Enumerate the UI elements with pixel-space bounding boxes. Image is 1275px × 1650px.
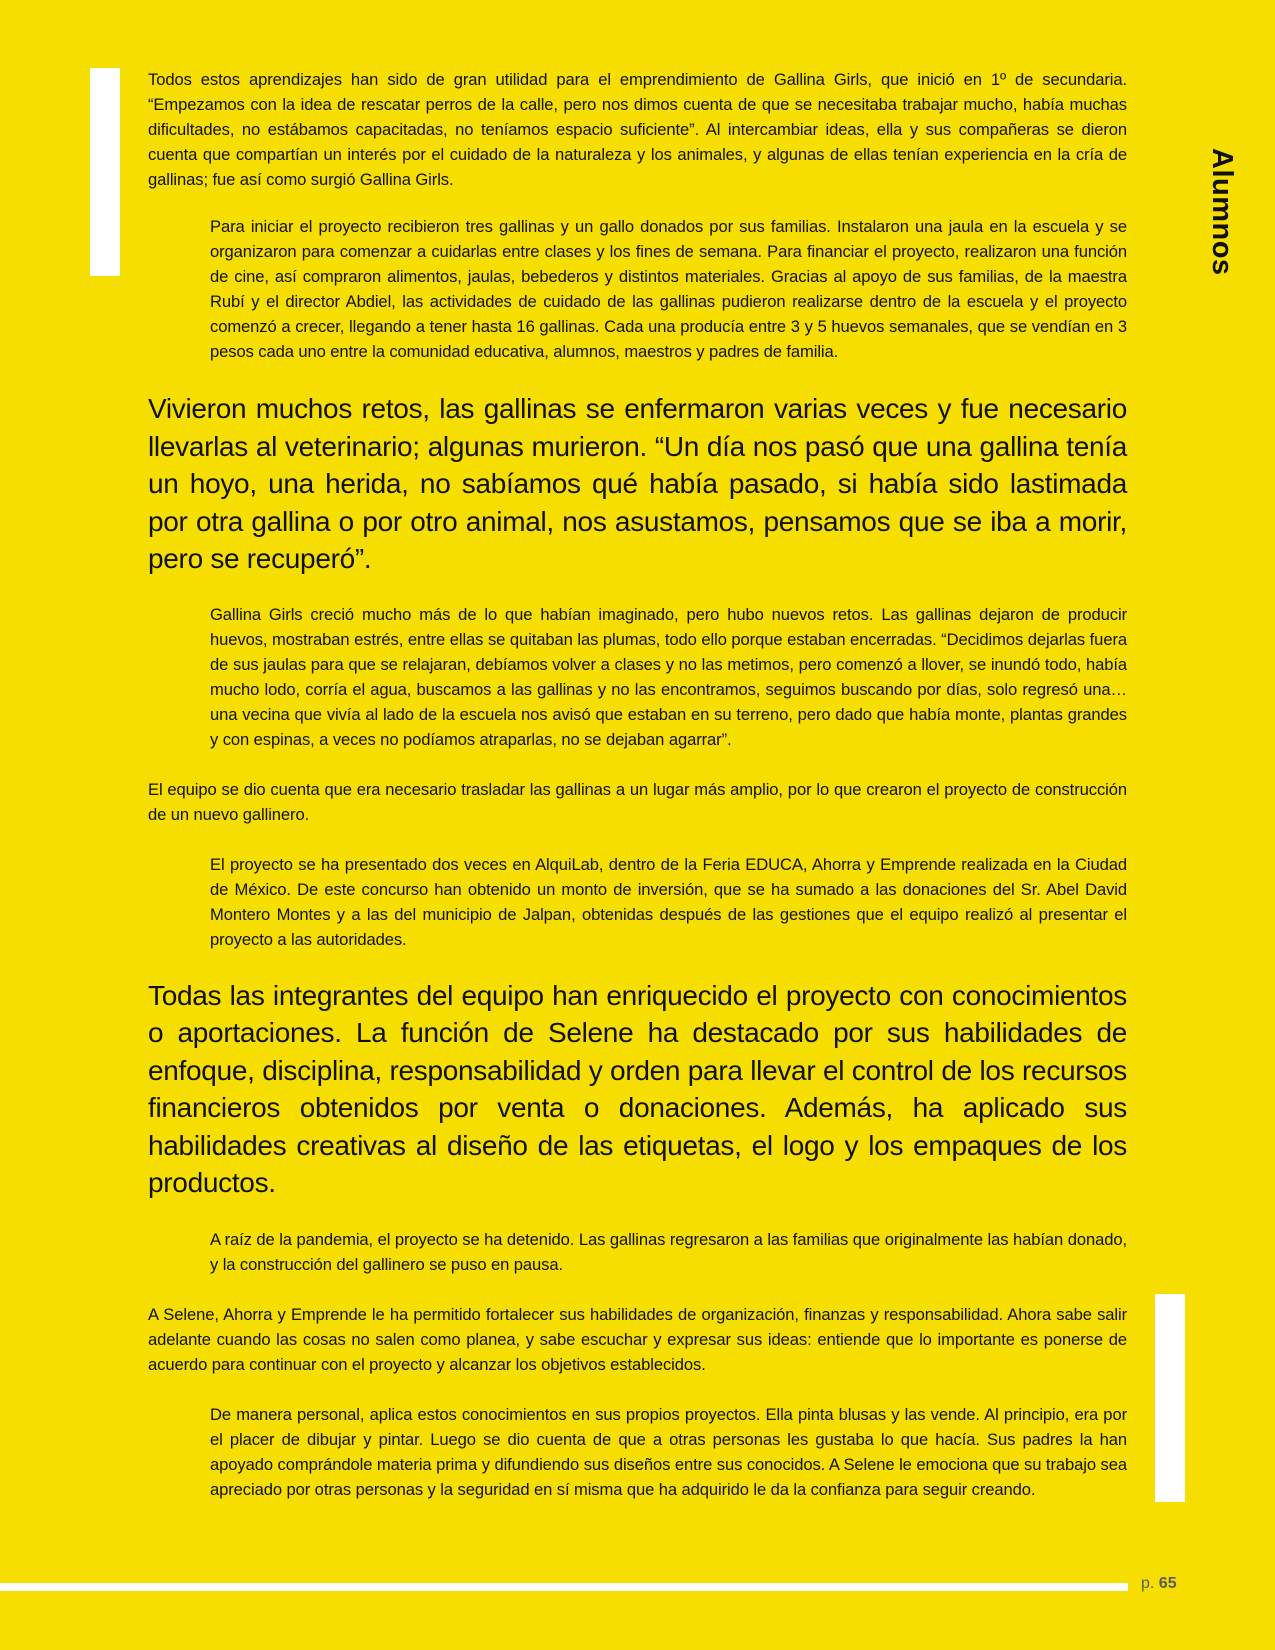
pull-quote: Todas las integrantes del equipo han enriquecido el proyecto con conocimientos o aportaciones. La función de Selene ha destacado por sus habilidades de enfoque, disciplina, responsabilidad y orden para llevar el control de los recursos financieros obtenidos por venta o donaciones. Además, ha aplicado sus habilidades creativas al diseño de las etiquetas, el logo y los empaques de los productos. xyxy=(148,979,1127,1198)
indented-paragraph: Gallina Girls creció mucho más de lo que habían imaginado, pero hubo nuevos retos. Las gallinas dejaron de producir huevos, mostraban estrés, entre ellas se quitaban las plumas, todo ello porque estaban encerradas. “Decidimos dejarlas fuera de sus jaulas para que se relajaran, debíamos volver a clases y no las metimos, pero comenzó a llover, se inundó todo, había mucho lodo, corría el agua, buscamos a las gallinas y no las encontramos, seguimos buscando por días, solo regresó una… una vecina que vivía al lado de la escuela nos avisó que estaban en su terreno, pero dado que había monte, plantas grandes y con espinas, a veces no podíamos atraparlas, no se dejaban agarrar”. xyxy=(210,604,1127,749)
page-number-value: 65 xyxy=(1158,1575,1177,1592)
section-label: Alumnos xyxy=(1206,148,1238,276)
pull-quote: Vivieron muchos retos, las gallinas se enfermaron varias veces y fue necesario llevarlas al veterinario; algunas murieron. “Un día nos pasó que una gallina tenía un hoyo, una herida, no sabíamos qué había pasado, si había sido lastimada por otra gallina o por otro animal, nos asustamos, pensamos que se iba a morir, pero se recuperó”. xyxy=(148,393,1127,574)
page-number xyxy=(1141,1575,1177,1593)
paragraph: A Selene, Ahorra y Emprende le ha permitido fortalecer sus habilidades de organización, finanzas y responsabilidad. Ahora sabe salir adelante cuando las cosas no salen como planea, y sabe escuchar y expresar sus ideas: entiende que lo importante es ponerse de acuerdo para continuar con el proyecto y alcanzar los objetivos establecidos. xyxy=(148,1304,1127,1374)
page-prefix: p. xyxy=(1141,1575,1155,1592)
paragraph: Todos estos aprendizajes han sido de gran utilidad para el emprendimiento de Gallina Girls, que inició en 1º de secundaria. “Empezamos con la idea de rescatar perros de la calle, pero nos dimos cuenta de que se necesitaba trabajar mucho, había muchas dificultades, no estábamos capacitadas, no teníamos espacio suficiente”. Al intercambiar ideas, ella y sus compañeras se dieron cuenta que compartían un interés por el cuidado de la naturaleza y los animales, y algunas de ellas tenían experiencia en la cría de gallinas; fue así como surgió Gallina Girls. xyxy=(148,70,1127,189)
footer-rule xyxy=(0,1583,1128,1591)
decorative-bar-right xyxy=(1155,1294,1185,1502)
indented-paragraph: Para iniciar el proyecto recibieron tres gallinas y un gallo donados por sus familias. Instalaron una jaula en la escuela y se organizaron para comenzar a cuidarlas entre clases y los fines de semana. Para financiar el proyecto, realizaron una función de cine, así compraron alimentos, jaulas, bebederos y distintos materiales. Gracias al apoyo de sus familias, de la maestra Rubí y el director Abdiel, las actividades de cuidado de las gallinas pudieron realizarse dentro de la escuela y el proyecto comenzó a crecer, llegando a tener hasta 16 gallinas. Cada una producía entre 3 y 5 huevos semanales, que se vendían en 3 pesos cada uno entre la comunidad educativa, alumnos, maestros y padres de familia. xyxy=(210,217,1127,361)
indented-paragraph: A raíz de la pandemia, el proyecto se ha detenido. Las gallinas regresaron a las familias que originalmente las habían donado, y la construcción del gallinero se puso en pausa. xyxy=(210,1229,1127,1274)
decorative-bar-left xyxy=(90,68,120,276)
indented-paragraph: El proyecto se ha presentado dos veces en AlquiLab, dentro de la Feria EDUCA, Ahorra y Emprende realizada en la Ciudad de México. De este concurso han obtenido un monto de inversión, que se ha sumado a las donaciones del Sr. Abel David Montero Montes y a las del municipio de Jalpan, obtenidas después de las gestiones que el equipo realizó al presentar el proyecto a las autoridades. xyxy=(210,854,1127,949)
article-body xyxy=(148,67,1127,1502)
paragraph: El equipo se dio cuenta que era necesario trasladar las gallinas a un lugar más amplio, por lo que crearon el proyecto de construcción de un nuevo gallinero. xyxy=(148,779,1127,824)
indented-paragraph: De manera personal, aplica estos conocimientos en sus propios proyectos. Ella pinta blusas y las vende. Al principio, era por el placer de dibujar y pintar. Luego se dio cuenta de que a otras personas les gustaba lo que hacía. Sus padres la han apoyado comprándole materia prima y difundiendo sus diseños entre sus conocidos. A Selene le emociona que su trabajo sea apreciado por otras personas y la seguridad en sí misma que ha adquirido le da la confianza para seguir creando. xyxy=(210,1404,1127,1499)
